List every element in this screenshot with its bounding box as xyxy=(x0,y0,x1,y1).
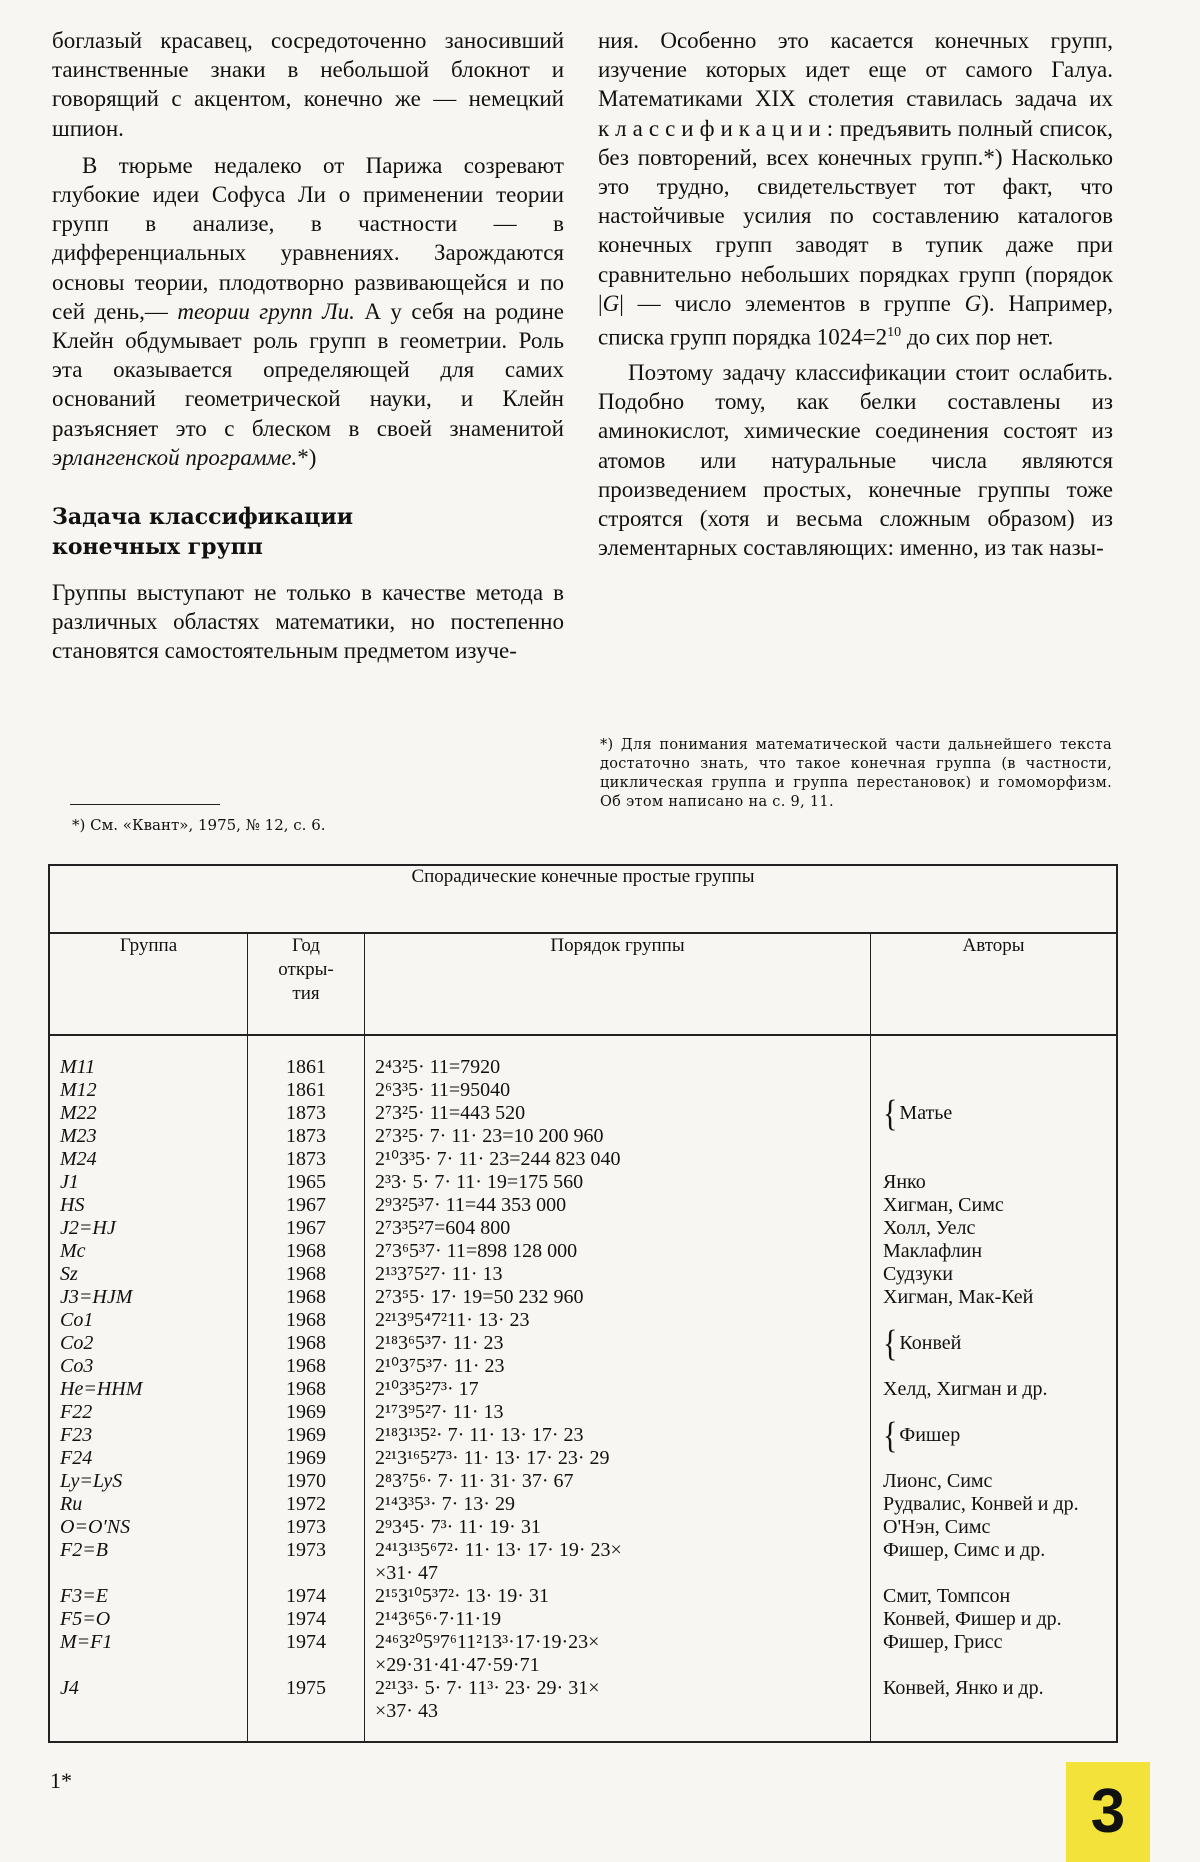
erlangen-program-term: эрлангенской программе. xyxy=(52,444,298,470)
year-cell: 1973 xyxy=(286,1516,326,1538)
header-order: Порядок группы xyxy=(365,933,871,1035)
author-cell xyxy=(871,1079,1116,1102)
exponent: 10 xyxy=(887,325,902,341)
order-cell: 2⁷3⁵5· 17· 19=50 232 960 xyxy=(375,1286,584,1308)
group-cell: Co3 xyxy=(60,1355,94,1377)
order-cell: 2¹⁰3³5²7³· 17 xyxy=(375,1378,479,1400)
order-cell: 2⁹3²5³7· 11=44 353 000 xyxy=(375,1194,567,1216)
author-cell: Хигман, Симс xyxy=(883,1194,1004,1216)
year-cell: 1968 xyxy=(286,1332,326,1354)
year-cell: 1974 xyxy=(286,1608,326,1630)
year-cell: 1972 xyxy=(286,1493,326,1515)
author-cell xyxy=(871,1414,1116,1457)
signature-mark: 1* xyxy=(50,1768,72,1793)
author-cell xyxy=(871,1322,1116,1365)
year-cell: 1969 xyxy=(286,1447,326,1469)
author-cell xyxy=(871,1092,1116,1135)
order-column xyxy=(365,1035,871,1742)
right-paragraph-1-part-c: | — число элементов в группе xyxy=(619,290,965,316)
year-cell: 1968 xyxy=(286,1355,326,1377)
order-cell: 2²¹3¹⁶5²7³· 11· 13· 17· 23· 29 xyxy=(375,1447,610,1469)
section-heading-line-2: конечных групп xyxy=(52,534,263,561)
order-cell: 2¹³3⁷5²7· 11· 13 xyxy=(375,1263,503,1285)
group-cell: Ru xyxy=(60,1493,83,1515)
author-cell xyxy=(871,1355,1116,1378)
order-cell: 2⁷3²5· 11=443 520 xyxy=(375,1102,526,1124)
group-cell: M12 xyxy=(60,1079,97,1101)
group-cell: F23 xyxy=(60,1424,93,1446)
author-cell: Фишер, Грисс xyxy=(883,1631,1003,1653)
order-cell: 2¹⁷3⁹5²7· 11· 13 xyxy=(375,1401,504,1423)
table-title: Спорадические конечные простые группы xyxy=(49,865,1117,933)
author-cell: Фишер, Симс и др. xyxy=(883,1539,1046,1561)
left-paragraph-1: боглазый красавец, сосредоточенно заносивший таинственные знаки в небольшой блокнот и говорящий с акцентом, конечно же — немецкий шпион. xyxy=(52,28,564,141)
year-cell: 1968 xyxy=(286,1378,326,1400)
order-cell: 2⁴⁶3²⁰5⁹7⁶11²13³·17·19·23× xyxy=(375,1631,600,1653)
year-cell: 1973 xyxy=(286,1539,326,1561)
author-name: Матье xyxy=(899,1102,953,1124)
left-paragraph-3: Группы выступают не только в качестве метода в различных областях математики, но постепенно становятся самостоятельным предметом изуче- xyxy=(52,580,564,664)
year-cell: 1974 xyxy=(286,1631,326,1653)
left-column xyxy=(52,26,564,666)
author-cell xyxy=(871,1447,1116,1470)
authors-column xyxy=(871,1035,1118,1742)
group-column xyxy=(49,1035,248,1742)
author-cell: Лионс, Симс xyxy=(883,1470,993,1492)
header-authors: Авторы xyxy=(871,933,1118,1035)
brace-mark: { xyxy=(883,1414,898,1457)
order-cell: ×37· 43 xyxy=(375,1700,438,1722)
order-cell: ×29·31·41·47·59·71 xyxy=(375,1654,540,1676)
year-cell xyxy=(248,1562,364,1585)
year-cell: 1967 xyxy=(286,1194,326,1216)
author-cell xyxy=(871,1654,1116,1677)
group-cell: J1 xyxy=(60,1171,79,1193)
author-cell: Хигман, Мак-Кей xyxy=(883,1286,1034,1308)
order-cell: 2¹⁴3⁶5⁶·7·11·19 xyxy=(375,1608,502,1630)
author-cell xyxy=(871,1056,1116,1079)
right-paragraph-2: Поэтому задачу классификации стоит ослабить. Подобно тому, как белки составлены из аминокислот, химические соединения состоят из атомов или натуральные числа являются произведением простых, конечные группы тоже строятся (хотя и весьма сложным образом) из элементарных составляющих: именно, из так назы- xyxy=(598,359,1113,561)
group-cell: Co1 xyxy=(60,1309,94,1331)
order-cell: 2¹⁸3⁶5³7· 11· 23 xyxy=(375,1332,504,1354)
author-cell xyxy=(871,1125,1116,1148)
footnote-left: *) См. «Квант», 1975, № 12, с. 6. xyxy=(72,816,326,834)
group-cell: HS xyxy=(60,1194,85,1216)
left-paragraph-2-part-a: В тюрьме недалеко от Парижа созревают глубокие идеи Софуса Ли о применении теории групп в анализе, в частности — в дифференциальных уравнениях. Зарождаются основы теории, плодотворно развивающейся и по сей день,— xyxy=(52,152,564,324)
group-cell: Sz xyxy=(60,1263,78,1285)
group-cell: He=HHM xyxy=(60,1378,143,1400)
order-cell: 2¹⁴3³5³· 7· 13· 29 xyxy=(375,1493,515,1515)
year-cell: 1968 xyxy=(286,1240,326,1262)
author-cell xyxy=(871,1148,1116,1171)
author-cell: Хелд, Хигман и др. xyxy=(883,1378,1048,1400)
year-cell: 1968 xyxy=(286,1286,326,1308)
group-cell: O=O′NS xyxy=(60,1516,131,1538)
brace-mark: { xyxy=(883,1092,898,1135)
footnote-marker: *) xyxy=(297,444,317,470)
section-heading xyxy=(52,502,564,562)
group-cell xyxy=(50,1654,247,1677)
lie-groups-term: теории групп Ли. xyxy=(177,298,355,324)
year-cell: 1873 xyxy=(286,1148,326,1170)
group-cell: F2=B xyxy=(60,1539,108,1561)
group-cell: J2=HJ xyxy=(60,1217,116,1239)
group-symbol-g-2: G xyxy=(964,290,982,316)
footnote-right: *) Для понимания математической части дальнейшего текста достаточно знать, что такое конечная группа (в частности, циклическая группа и группа перестановок) и гомоморфизм. Об этом написано на с. 9, 11. xyxy=(600,737,1112,810)
author-cell xyxy=(871,1700,1116,1723)
year-cell: 1968 xyxy=(286,1263,326,1285)
author-cell: Конвей, Янко и др. xyxy=(883,1677,1044,1699)
author-cell: Судзуки xyxy=(883,1263,953,1285)
section-heading-line-1: Задача классификации xyxy=(52,504,354,531)
group-cell: Ly=LyS xyxy=(60,1470,123,1492)
order-cell: 2⁷3³5²7=604 800 xyxy=(375,1217,511,1239)
author-cell xyxy=(871,1401,1116,1424)
group-cell: F22 xyxy=(60,1401,93,1423)
group-symbol-g: G xyxy=(602,290,620,316)
order-cell: 2²¹3³· 5· 7· 11³· 23· 29· 31× xyxy=(375,1677,600,1699)
year-cell: 1965 xyxy=(286,1171,326,1193)
group-cell: F5=O xyxy=(60,1608,111,1630)
author-name: Фишер xyxy=(899,1424,961,1446)
author-cell: Янко xyxy=(883,1171,926,1193)
order-cell: 2⁹3⁴5· 7³· 11· 19· 31 xyxy=(375,1516,541,1538)
group-cell: Mc xyxy=(60,1240,86,1262)
right-paragraph-1 xyxy=(598,26,1113,352)
group-cell xyxy=(50,1700,247,1723)
author-cell: Холл, Уелс xyxy=(883,1217,976,1239)
author-cell: О'Нэн, Симс xyxy=(883,1516,991,1538)
year-cell: 1873 xyxy=(286,1102,326,1124)
author-cell xyxy=(871,1309,1116,1332)
year-cell: 1861 xyxy=(286,1079,326,1101)
header-group: Группа xyxy=(49,933,248,1035)
year-cell: 1970 xyxy=(286,1470,326,1492)
right-paragraph-1-part-d: ). Например, списка групп порядка 1024=2 xyxy=(598,290,1113,350)
order-cell: 2⁸3⁷5⁶· 7· 11· 31· 37· 67 xyxy=(375,1470,574,1492)
group-cell: M11 xyxy=(60,1056,96,1078)
year-cell: 1967 xyxy=(286,1217,326,1239)
author-cell: Рудвалис, Конвей и др. xyxy=(883,1493,1079,1515)
left-paragraph-2-part-b: А у себя на родине Клейн обдумывает роль групп в геометрии. Роль эта оказывается определяющей для самих оснований геометрической науки, и Клейн разъясняет это с блеском в своей знаменитой xyxy=(52,298,564,441)
year-cell: 1969 xyxy=(286,1401,326,1423)
author-cell: Маклафлин xyxy=(883,1240,983,1262)
author-cell xyxy=(871,1562,1116,1585)
order-cell: 2⁷3⁶5³7· 11=898 128 000 xyxy=(375,1240,578,1262)
right-paragraph-1-part-e: до сих пор нет. xyxy=(901,324,1054,350)
order-cell: 2¹⁰3³5· 7· 11· 23=244 823 040 xyxy=(375,1148,621,1170)
group-cell: M22 xyxy=(60,1102,97,1124)
left-paragraph-2 xyxy=(52,151,564,472)
group-cell: Co2 xyxy=(60,1332,94,1354)
order-cell: 2⁴¹3¹³5⁶7²· 11· 13· 17· 19· 23× xyxy=(375,1539,622,1561)
order-cell: 2¹⁵3¹⁰5³7²· 13· 19· 31 xyxy=(375,1585,549,1607)
author-cell: Смит, Томпсон xyxy=(883,1585,1011,1607)
order-cell: 2⁷3²5· 7· 11· 23=10 200 960 xyxy=(375,1125,604,1147)
order-cell: 2¹⁰3⁷5³7· 11· 23 xyxy=(375,1355,505,1377)
order-cell: 2³3· 5· 7· 11· 19=175 560 xyxy=(375,1171,584,1193)
sporadic-groups-table xyxy=(48,864,1118,1743)
year-column xyxy=(248,1035,365,1742)
order-cell: 2⁴3²5· 11=7920 xyxy=(375,1056,501,1078)
year-cell: 1873 xyxy=(286,1125,326,1147)
year-cell xyxy=(248,1700,364,1723)
year-cell: 1969 xyxy=(286,1424,326,1446)
year-cell xyxy=(248,1654,364,1677)
year-cell: 1975 xyxy=(286,1677,326,1699)
classification-spaced-term: классификации xyxy=(598,115,827,141)
group-cell: M23 xyxy=(60,1125,97,1147)
order-cell: 2⁶3³5· 11=95040 xyxy=(375,1079,511,1101)
page-number: 3 xyxy=(1066,1762,1150,1862)
right-paragraph-1-part-b: : предъявить полный список, без повторений, всех конечных групп.*) Насколько это трудно, свидетельствует тот факт, что настойчивые усилия по составлению каталогов конечных групп заводят в тупик даже при сравнительно небольших порядках групп (порядок | xyxy=(598,115,1113,316)
footnote-rule-left xyxy=(70,804,220,805)
year-cell: 1974 xyxy=(286,1585,326,1607)
order-cell: 2²¹3⁹5⁴7²11· 13· 23 xyxy=(375,1309,530,1331)
header-year xyxy=(248,933,365,1035)
group-cell: M=F1 xyxy=(60,1631,113,1653)
order-cell: ×31· 47 xyxy=(375,1562,438,1584)
group-cell: M24 xyxy=(60,1148,97,1170)
author-cell: Конвей, Фишер и др. xyxy=(883,1608,1062,1630)
year-cell: 1968 xyxy=(286,1309,326,1331)
group-cell xyxy=(50,1562,247,1585)
group-cell: F24 xyxy=(60,1447,93,1469)
group-cell: J3=HJM xyxy=(60,1286,133,1308)
brace-mark: { xyxy=(883,1322,898,1365)
right-column xyxy=(598,26,1113,562)
order-cell: 2¹⁸3¹³5²· 7· 11· 13· 17· 23 xyxy=(375,1424,584,1446)
year-cell: 1861 xyxy=(286,1056,326,1078)
header-year-line-2: откры- xyxy=(278,959,334,980)
group-cell: J4 xyxy=(60,1677,79,1699)
right-paragraph-1-part-a: ния. Особенно это касается конечных групп, изучение которых идет еще от самого Галуа. Математиками XIX столетия ставилась задача их xyxy=(598,28,1113,112)
author-name: Конвей xyxy=(899,1332,962,1354)
group-cell: F3=E xyxy=(60,1585,108,1607)
header-year-line-3: тия xyxy=(292,983,320,1004)
header-year-line-1: Год xyxy=(292,935,320,956)
